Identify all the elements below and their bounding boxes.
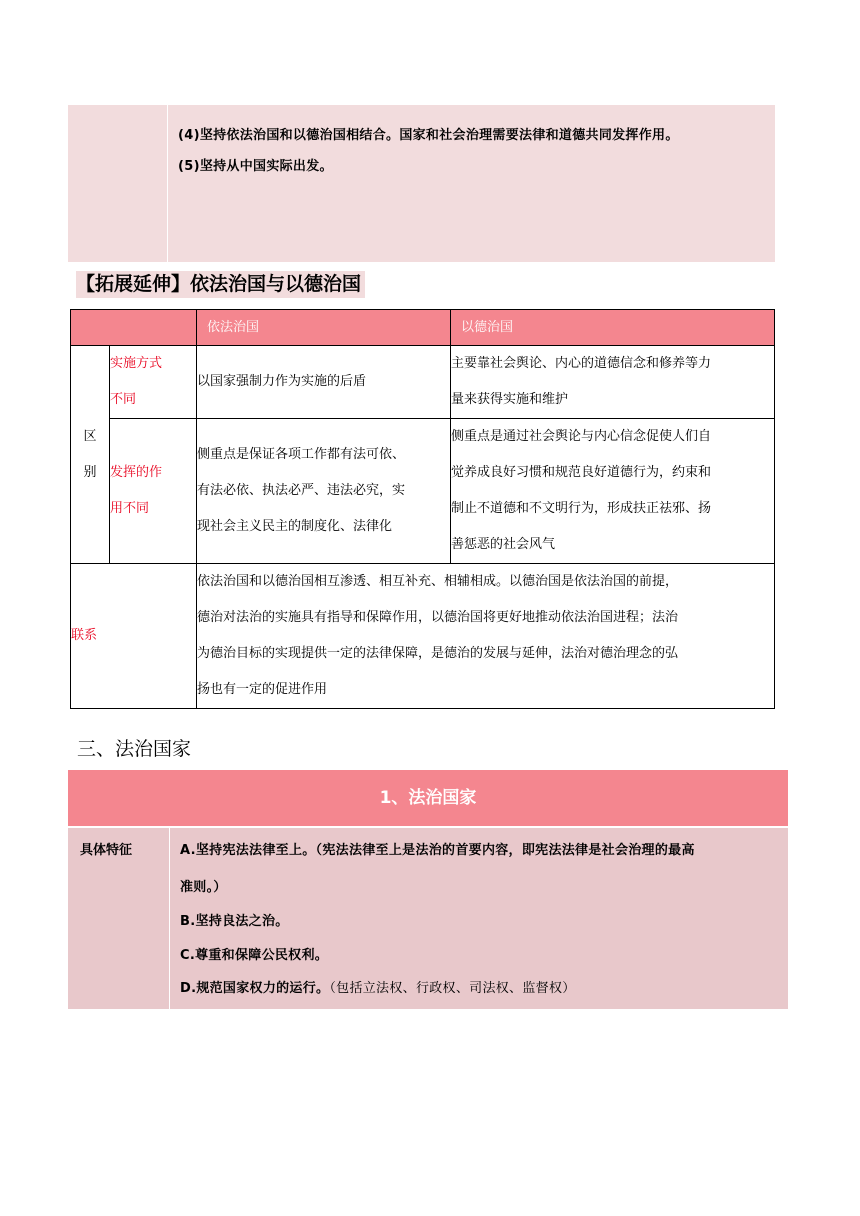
principles-box [68,105,775,262]
table-row [71,346,775,419]
table-row [71,564,775,709]
header-rule-of-law: 依法治国 [197,310,451,346]
feature-a: A.坚持宪法法律至上。（宪法法律至上是法治的首要内容，即宪法法律是社会治理的最高 [180,843,695,858]
column-divider [169,828,170,1009]
feature-banner: 1、法治国家 [68,770,788,826]
feature-c: C.尊重和保障公民权利。 [180,948,329,963]
section-heading: 三、法治国家 [77,738,192,760]
virtue-implementation: 主要靠社会舆论、内心的道德信念和修养等力 量来获得实施和维护 [451,346,775,419]
table-row [71,419,775,564]
law-function: 侧重点是保证各项工作都有法可依、 有法必依、执法必严、违法必究，实 现社会主义民主的制度化、法律化 [197,419,451,564]
extension-heading: 【拓展延伸】依法治国与以德治国 [76,271,365,298]
principle-5: (5)坚持从中国实际出发。 [178,159,333,174]
law-implementation: 以国家强制力作为实施的后盾 [197,346,451,419]
aspect-implementation: 实施方式 不同 [110,346,197,419]
principle-4: (4)坚持依法治国和以德治国相结合。国家和社会治理需要法律和道德共同发挥作用。 [178,128,679,143]
column-divider [167,105,168,262]
link-text: 依法治国和以德治国相互渗透、相互补充、相辅相成。以德治国是依法治国的前提， 德治对法治的实施具有指导和保障作用，以德治国将更好地推动依法治国进程；法治 为德治目标的实现提供一定的法律保障，是德治的发展与延伸，法治对德治理念的弘 扬也有一定的促进作用 [197,564,775,709]
virtue-function: 侧重点是通过社会舆论与内心信念促使人们自 觉养成良好习惯和规范良好道德行为，约束和 制止不道德和不文明行为，形成扶正祛邪、扬 善惩恶的社会风气 [451,419,775,564]
feature-d-note: （包括立法权、行政权、司法权、监督权） [329,981,576,996]
feature-label: 具体特征 [80,843,133,858]
comparison-table [70,309,775,709]
header-rule-of-virtue: 以德治国 [451,310,775,346]
feature-b: B.坚持良法之治。 [180,914,289,929]
table-header-row [71,310,775,346]
aspect-function: 发挥的作 用不同 [110,419,197,564]
feature-box [68,828,788,1009]
feature-a-cont: 准则。） [180,880,227,895]
feature-d [180,977,576,996]
feature-d-main: D.规范国家权力的运行。 [180,981,330,996]
link-label: 联系 [71,564,197,709]
header-blank-cell [71,310,197,346]
difference-label: 区 别 [71,346,110,564]
